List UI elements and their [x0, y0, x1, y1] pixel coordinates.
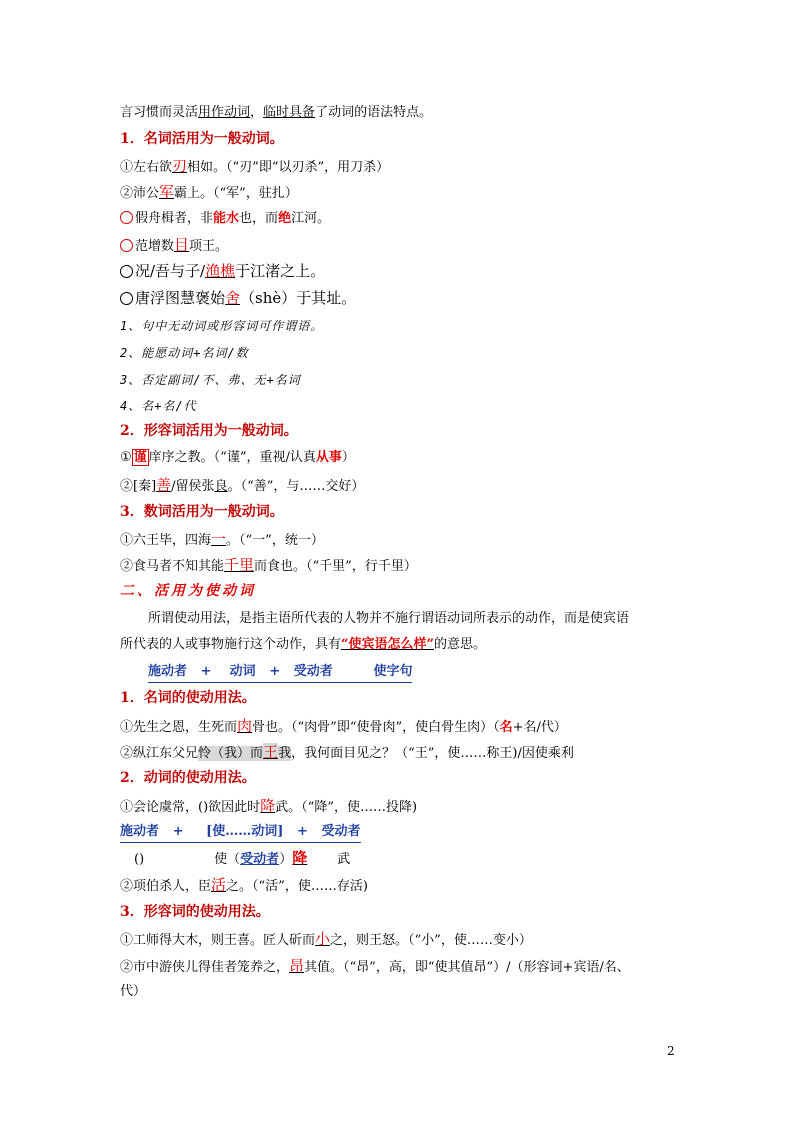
circle-bullet-icon [120, 292, 133, 305]
section-heading-adj-verb: 2．形容词活用为一般动词。 [120, 423, 298, 439]
example-line: 代） [120, 984, 147, 999]
section-heading-noun-verb: 1．名词活用为一般动词。 [120, 131, 284, 147]
example-line: 唐浮图慧褒始舍（shè）于其址。 [120, 289, 356, 307]
key-char: 舍 [225, 289, 241, 307]
intro-line: 言习惯而灵活用作动词，临时具备了动词的语法特点。 [120, 105, 433, 120]
key-char: 活 [211, 876, 227, 894]
formula-line: 施动者 + 动词 + 受动者 使字句 [148, 663, 412, 683]
rule-line: 3、否定副词/不、弗、无+名词 [120, 373, 301, 387]
circle-bullet-icon [120, 239, 133, 252]
example-line: ① 谨 庠序之教。（“谨”，重视/认真从事） [120, 450, 355, 465]
formula-line: 施动者 + [使……动词] + 受动者 [120, 823, 361, 843]
section-heading-noun-causative: 1．名词的使动用法。 [120, 690, 256, 706]
circle-bullet-icon [120, 265, 133, 278]
key-char: 目 [174, 236, 190, 254]
key-char: 小 [315, 930, 331, 948]
example-line: ①六王毕，四海一。（“一”，统一） [120, 530, 324, 548]
rule-line: 4、名+名/代 [120, 399, 197, 413]
section-heading-num-verb: 3．数词活用为一般动词。 [120, 504, 284, 520]
key-char: 善 [156, 476, 172, 494]
example-line: ②食马者不知其能千里而食也。（“千里”，行千里） [120, 556, 417, 574]
example-line: ①左右欲刃相如。（“刃”即“以刃杀”，用刀杀） [120, 157, 390, 175]
key-char: 王 [263, 743, 279, 761]
example-line: ①会论虞常，()欲因此时降武。（“降”，使……投降) [120, 797, 418, 815]
example-line: ②沛公军霸上。（“军”，驻扎） [120, 183, 298, 201]
example-line: ①先生之恩，生死而肉骨也。（“肉骨”即“使骨肉”，使白骨生肉）（名+名/代） [120, 717, 567, 735]
paragraph-line: 所谓使动用法，是指主语所代表的人物并不施行谓语动词所表示的动作，而是使宾语 [148, 611, 630, 626]
key-char: 刃 [172, 157, 188, 175]
example-line: 范增数目项王。 [120, 236, 228, 256]
example-line: ①工师得大木，则王喜。匠人斫而小之，则王怒。（“小”，使……变小） [120, 930, 532, 948]
page-number: 2 [667, 1044, 675, 1058]
paragraph-line: 所代表的人或事物施行这个动作，具有“使宾语怎么样”的意思。 [120, 637, 486, 652]
section-heading-verb-causative: 2．动词的使动用法。 [120, 770, 256, 786]
example-line: ②市中游侠儿得佳者笼养之，昂其值。（“昂”，高，即“使其值昂”）/（形容词+宾语/名、 [120, 957, 630, 975]
example-line: ②项伯杀人，臣活之。（“活”，使……存活) [120, 876, 368, 894]
part-heading-causative: 二、活用为使动词 [120, 583, 256, 599]
key-char: 肉 [237, 717, 253, 735]
key-char: 昂 [289, 957, 305, 975]
circle-bullet-icon [120, 211, 133, 224]
section-heading-adj-causative: 3．形容词的使动用法。 [120, 904, 270, 920]
rule-line: 2、能愿动词+名词/数 [120, 346, 249, 360]
key-char: 谨 [133, 450, 147, 465]
example-line: ②纵江东父兄怜（我）而王我，我何面目见之？（“王”，使……称王)/因使乘利 [120, 743, 574, 761]
example-line: ②[秦]善/留侯张良。（“善”，与……交好） [120, 476, 365, 494]
key-char: 降 [260, 797, 276, 815]
example-line: 况/吾与子/渔樵于江渚之上。 [120, 262, 325, 280]
key-char: 一 [211, 530, 227, 548]
key-char: 降 [292, 849, 308, 867]
key-phrase: “使宾语怎么样” [341, 637, 434, 652]
key-char: 军 [159, 183, 175, 201]
formula-example-line: () 使（受动者）降 武 [134, 849, 351, 867]
key-char: 千里 [224, 556, 255, 574]
key-char: 渔樵 [205, 262, 236, 280]
example-line: 假舟楫者，非能水也，而绝江河。 [120, 210, 330, 228]
rule-line: 1、句中无动词或形容词可作谓语。 [120, 319, 324, 333]
